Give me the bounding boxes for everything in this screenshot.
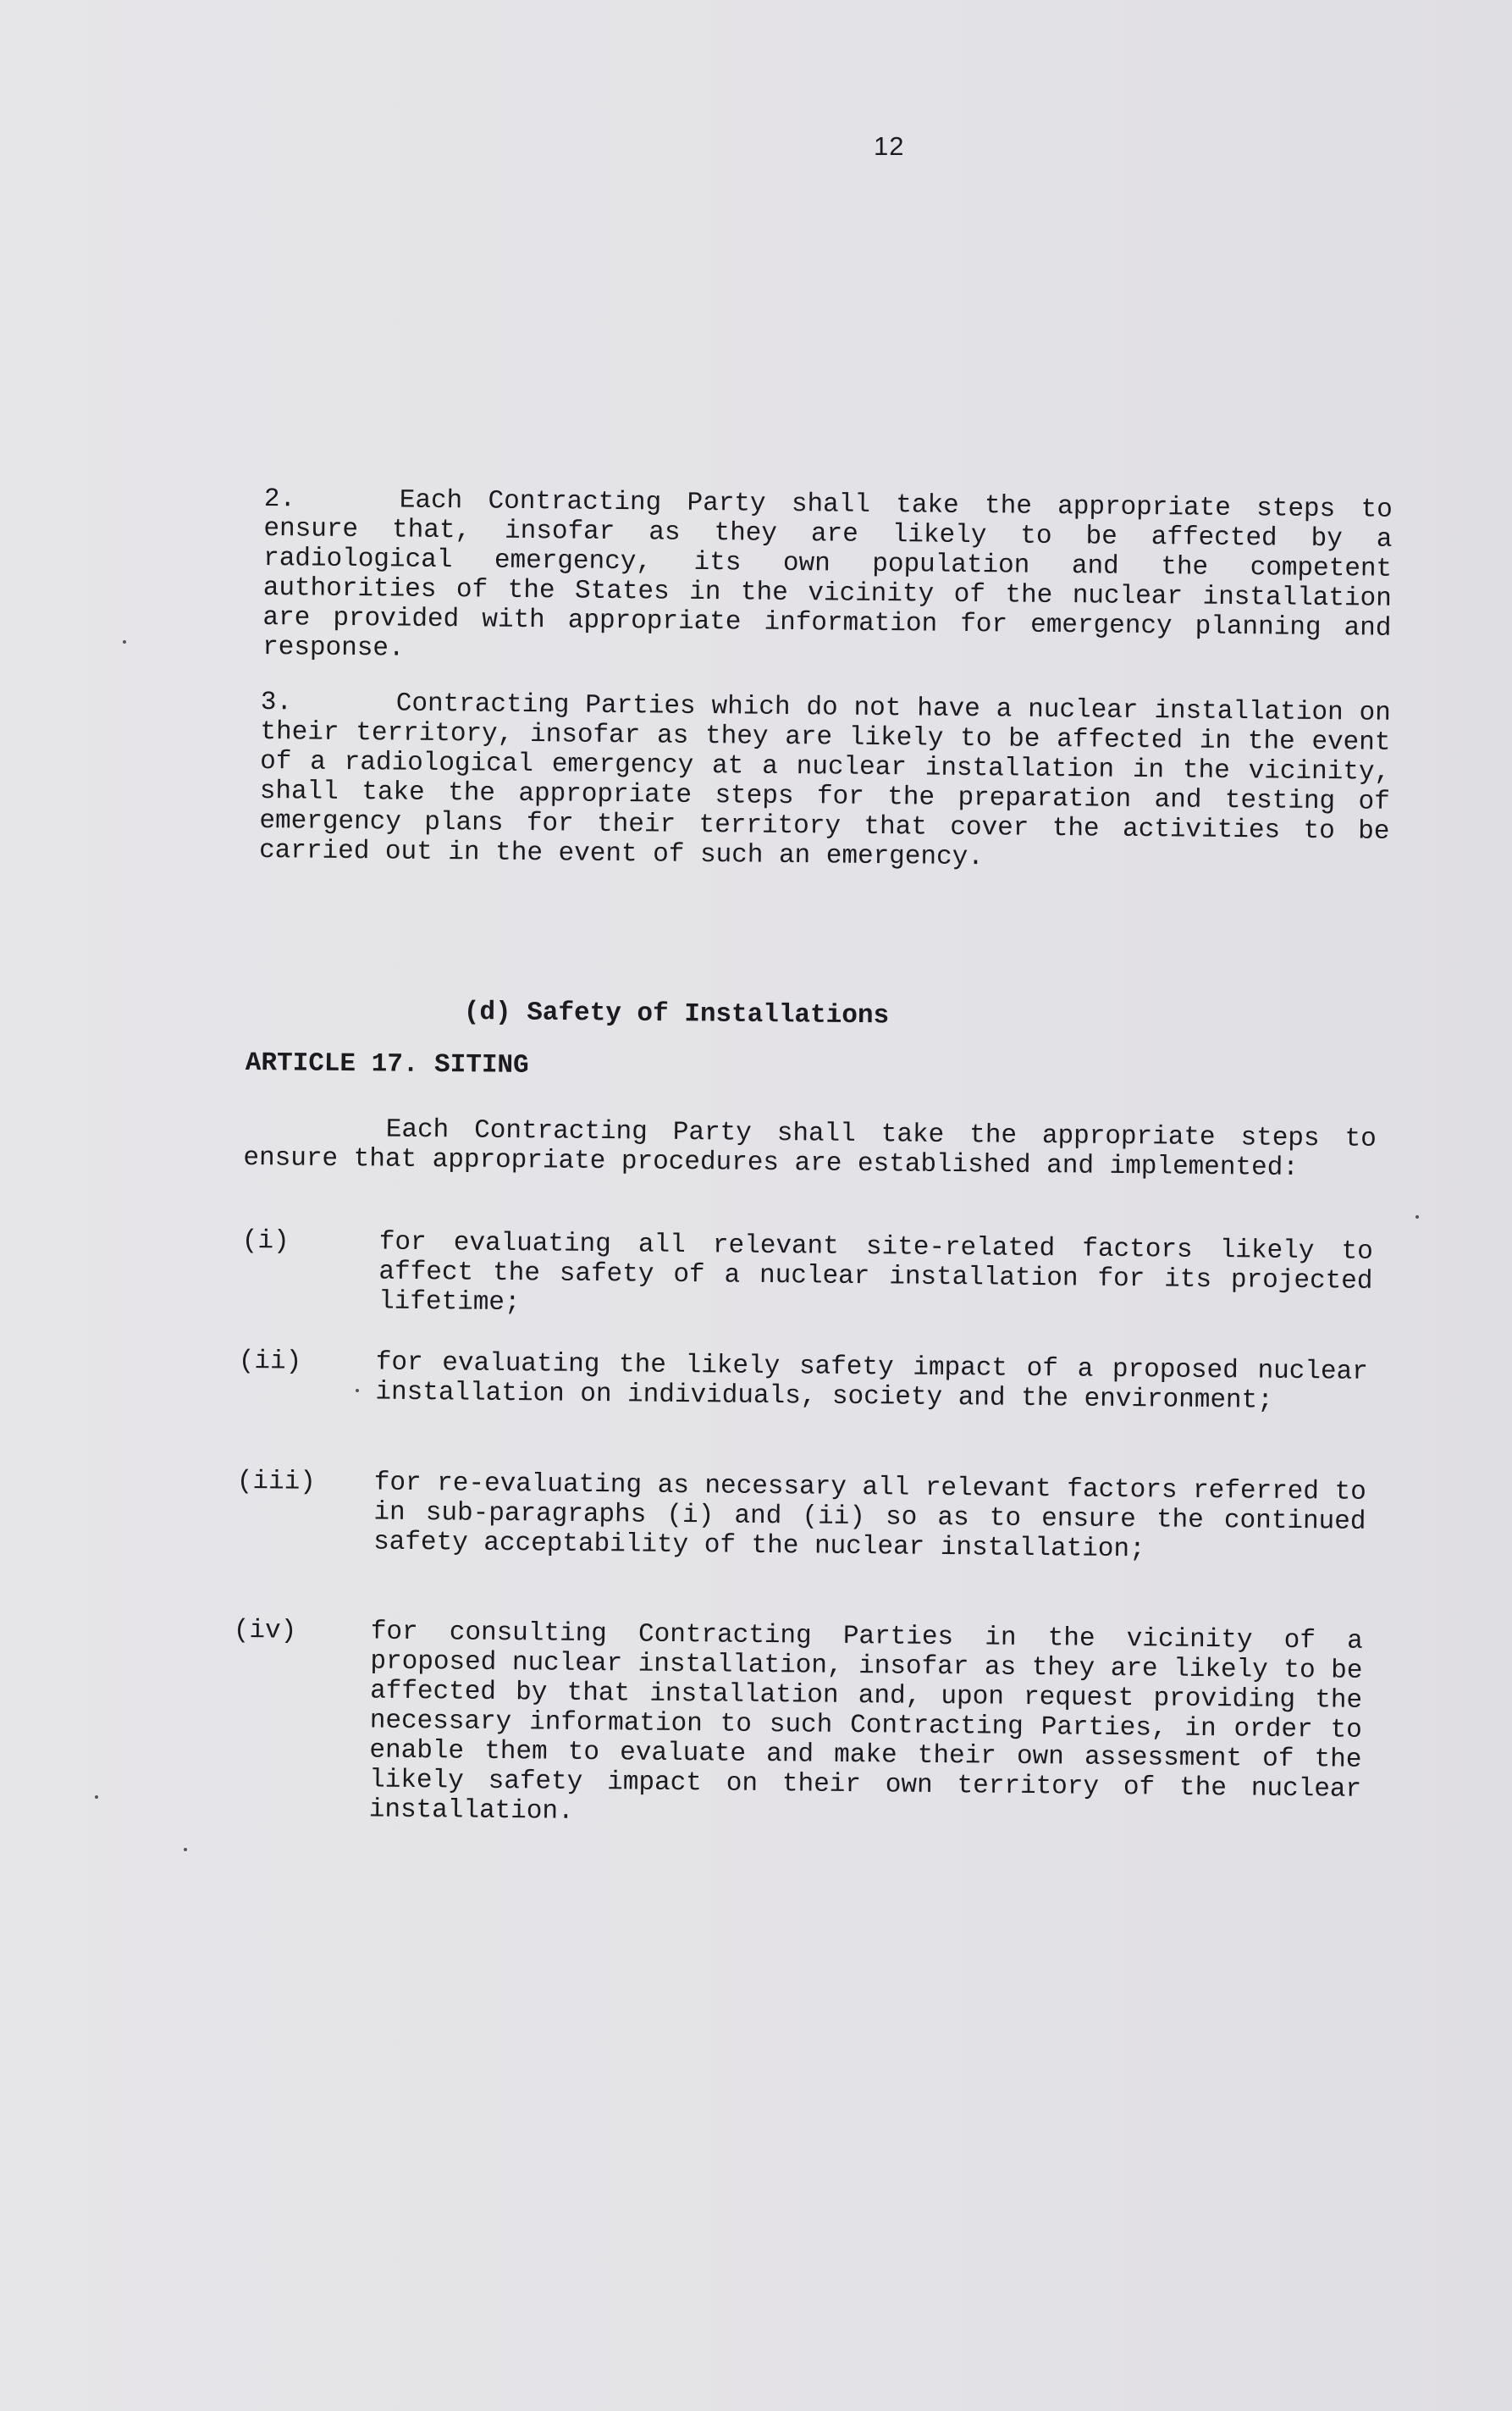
scan-speck [123, 640, 126, 644]
paragraph-3 [259, 688, 1391, 876]
scan-speck [1415, 1215, 1419, 1219]
list-item-marker: (i) [241, 1226, 290, 1257]
page-number: 12 [874, 131, 905, 161]
list-item [236, 1467, 1366, 1601]
scan-speck [95, 1795, 98, 1799]
list-item [238, 1347, 1368, 1451]
paragraph-2-text: Each Contracting Party shall take the appropriate steps to ensure that, insofar as they are likely to be affected by a radiological emergency, its own population and the competent authorities of the States in the vicinity of the nuclear installation are provided with appropriate information for emergency planning and response. [262, 485, 1393, 664]
list-item-text: for re-evaluating as necessary all relevant factors referred to in sub-paragraphs (i) and (ii) so as to ensure the continued safety acceptability of the nuclear installation; [372, 1468, 1366, 1565]
scan-speck [184, 1848, 187, 1851]
list-item-marker: (ii) [238, 1347, 302, 1377]
list-item [232, 1616, 1363, 1839]
list-item-text: for evaluating all relevant site-related factors likely to affect the safety of a nuclear installation for its projected lifetime; [378, 1227, 1373, 1319]
article-heading: ARTICLE 17. SITING [245, 1048, 529, 1081]
article-intro-text: Each Contracting Party shall take the appropriate steps to ensure that appropriate procedures are established and implemented: [243, 1114, 1377, 1183]
paragraph-2 [262, 484, 1393, 673]
list-item-text: for evaluating the likely safety impact of a proposed nuclear installation on individuals, society and the environment; [375, 1347, 1368, 1416]
list-item-marker: (iii) [236, 1467, 317, 1497]
article-intro [243, 1114, 1377, 1184]
list-item-text: for consulting Contracting Parties in the vicinity of a proposed nuclear installation, insofar as they are likely to be affected by that installation and, upon request providing the necessary information to such Contracting Parties, in order to enable them to evaluate and make their own assessment of the likely safety impact on their own territory of the nuclear installation. [368, 1617, 1363, 1827]
paragraph-2-number: 2. [263, 484, 296, 515]
paragraph-3-number: 3. [260, 688, 293, 718]
list-item-marker: (iv) [233, 1616, 297, 1646]
section-heading: (d) Safety of Installations [463, 998, 890, 1031]
paragraph-3-text: Contracting Parties which do not have a nuclear installation on their territory, insofar as they are likely to be affected in the event of a radiological emergency at a nuclear installation in the vicinity, shall take the appropriate steps for the preparation and testing of emergency plans for their territory that cover the activities to be carried out in the event of such an emergency. [258, 688, 1391, 873]
scan-speck [356, 1389, 359, 1392]
list-item [241, 1226, 1373, 1330]
